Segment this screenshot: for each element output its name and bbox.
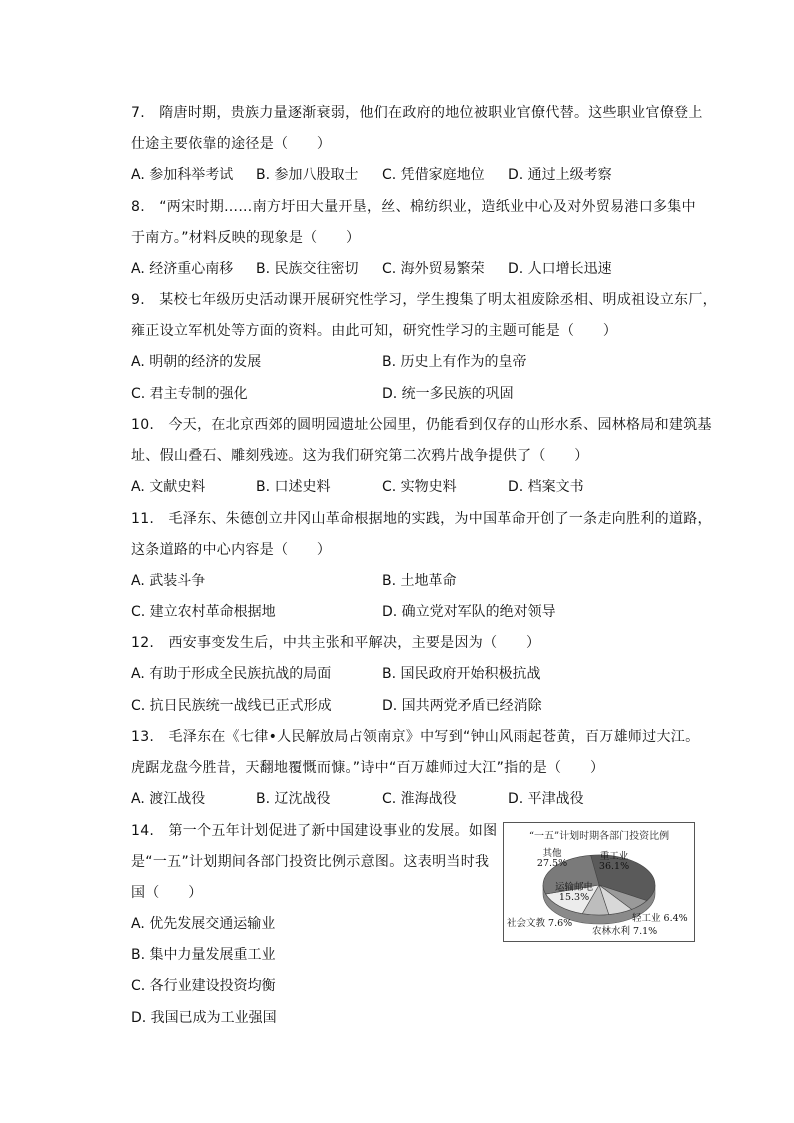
question-7-stem-line-2: 仕途主要依靠的途径是（ ） xyxy=(131,136,332,152)
question-10-option-b[interactable]: B. 口述史料 xyxy=(256,479,331,495)
question-9-option-b[interactable]: B. 历史上有作为的皇帝 xyxy=(382,354,527,370)
question-11-option-d[interactable]: D. 确立党对军队的绝对领导 xyxy=(382,604,556,620)
question-9-option-a[interactable]: A. 明朝的经济的发展 xyxy=(131,354,262,370)
question-13-stem-line-1: 13. 毛泽东在《七律•人民解放局占领南京》中写到“钟山风雨起苍黄，百万雄师过大江。 xyxy=(131,729,700,745)
question-11-stem-line-2: 这条道路的中心内容是（ ） xyxy=(131,542,332,558)
label-agriculture-value: 7.1 xyxy=(633,926,649,937)
question-12-option-d[interactable]: D. 国共两党矛盾已经消除 xyxy=(382,698,542,714)
label-culture-education: 社会文教 7.6% xyxy=(507,918,573,929)
question-7-option-a[interactable]: A. 参加科举考试 xyxy=(131,167,234,183)
question-9-stem-line-2: 雍正设立军机处等方面的资料。由此可知，研究性学习的主题可能是（ ） xyxy=(131,323,618,339)
question-8-stem-line-1: 8. “两宋时期……南方圩田大量开垦，丝、棉纺织业，造纸业中心及对外贸易港口多集中 xyxy=(131,199,696,215)
question-7-option-d[interactable]: D. 通过上级考察 xyxy=(508,167,612,183)
question-8-option-b[interactable]: B. 民族交往密切 xyxy=(256,261,359,277)
question-13-stem-line-2: 虎踞龙盘今胜昔，天翻地覆慨而慷。”诗中“百万雄师过大江”指的是（ ） xyxy=(131,760,605,776)
investment-pie-figure xyxy=(503,822,695,942)
question-11-option-b[interactable]: B. 土地革命 xyxy=(382,573,457,589)
question-14-stem-line-1: 14. 第一个五年计划促进了新中国建设事业的发展。如图 xyxy=(131,823,498,839)
question-7-stem-line-1: 7. 隋唐时期，贵族力量逐渐衰弱，他们在政府的地位被职业官僚代替。这些职业官僚登上 xyxy=(131,105,703,121)
question-10-stem-line-2: 址、假山叠石、雕刻残迹。这为我们研究第二次鸦片战争提供了（ ） xyxy=(131,448,589,464)
question-14-option-b[interactable]: B. 集中力量发展重工业 xyxy=(131,947,276,963)
question-14-option-c[interactable]: C. 各行业建设投资均衡 xyxy=(131,978,276,994)
question-9-stem-line-1: 9. 某校七年级历史活动课开展研究性学习，学生搜集了明太祖废除丞相、明成祖设立东厂， xyxy=(131,292,717,308)
label-transport-value: 15.3 xyxy=(558,892,581,903)
question-8-option-c[interactable]: C. 海外贸易繁荣 xyxy=(382,261,485,277)
label-other: 其他 27.5% xyxy=(536,848,568,869)
question-7-option-c[interactable]: C. 凭借家庭地位 xyxy=(382,167,485,183)
question-9-option-c[interactable]: C. 君主专制的强化 xyxy=(131,386,248,402)
question-14-option-a[interactable]: A. 优先发展交通运输业 xyxy=(131,916,276,932)
label-heavy-industry: 重工业 36.1% xyxy=(598,851,630,872)
question-10-option-c[interactable]: C. 实物史料 xyxy=(382,479,457,495)
question-11-stem-line-1: 11. 毛泽东、朱德创立井冈山革命根据地的实践，为中国革命开创了一条走向胜利的道路， xyxy=(131,511,712,527)
question-8-option-a[interactable]: A. 经济重心南移 xyxy=(131,261,234,277)
label-culture-education-value: 7.6 xyxy=(548,918,564,929)
question-13-option-a[interactable]: A. 渡江战役 xyxy=(131,791,206,807)
label-transport: 运输邮电 15.3% xyxy=(554,882,593,903)
label-heavy-industry-value: 36.1 xyxy=(598,861,621,872)
label-light-industry-value: 6.4 xyxy=(663,913,679,924)
question-10-option-d[interactable]: D. 档案文书 xyxy=(508,479,584,495)
question-12-option-c[interactable]: C. 抗日民族统一战线已正式形成 xyxy=(131,698,332,714)
question-11-option-c[interactable]: C. 建立农村革命根据地 xyxy=(131,604,276,620)
label-agriculture: 农林水利 7.1% xyxy=(592,926,658,937)
question-12-option-a[interactable]: A. 有助于形成全民族抗战的局面 xyxy=(131,666,332,682)
question-10-option-a[interactable]: A. 文献史料 xyxy=(131,479,206,495)
question-14-stem-line-3: 国（ ） xyxy=(131,885,203,901)
question-12-option-b[interactable]: B. 国民政府开始积极抗战 xyxy=(382,666,541,682)
label-other-value: 27.5 xyxy=(536,858,559,869)
question-9-option-d[interactable]: D. 统一多民族的巩固 xyxy=(382,386,514,402)
question-7-option-b[interactable]: B. 参加八股取士 xyxy=(256,167,359,183)
question-8-option-d[interactable]: D. 人口增长迅速 xyxy=(508,261,612,277)
question-12-stem-line-1: 12. 西安事变发生后，中共主张和平解决，主要是因为（ ） xyxy=(131,635,541,651)
question-14-stem-line-2: 是“一五”计划期间各部门投资比例示意图。这表明当时我 xyxy=(131,854,490,870)
question-11-option-a[interactable]: A. 武装斗争 xyxy=(131,573,206,589)
question-8-stem-line-2: 于南方。”材料反映的现象是（ ） xyxy=(131,230,361,246)
chart-title: “一五”计划时期各部门投资比例 xyxy=(528,831,670,842)
question-14-option-d[interactable]: D. 我国已成为工业强国 xyxy=(131,1010,277,1026)
question-13-option-b[interactable]: B. 辽沈战役 xyxy=(256,791,331,807)
label-light-industry: 轻工业 6.4% xyxy=(632,913,688,924)
question-10-stem-line-1: 10. 今天，在北京西郊的圆明园遗址公园里，仍能看到仅存的山形水系、园林格局和建筑基 xyxy=(131,417,712,433)
question-13-option-d[interactable]: D. 平津战役 xyxy=(508,791,584,807)
question-13-option-c[interactable]: C. 淮海战役 xyxy=(382,791,457,807)
